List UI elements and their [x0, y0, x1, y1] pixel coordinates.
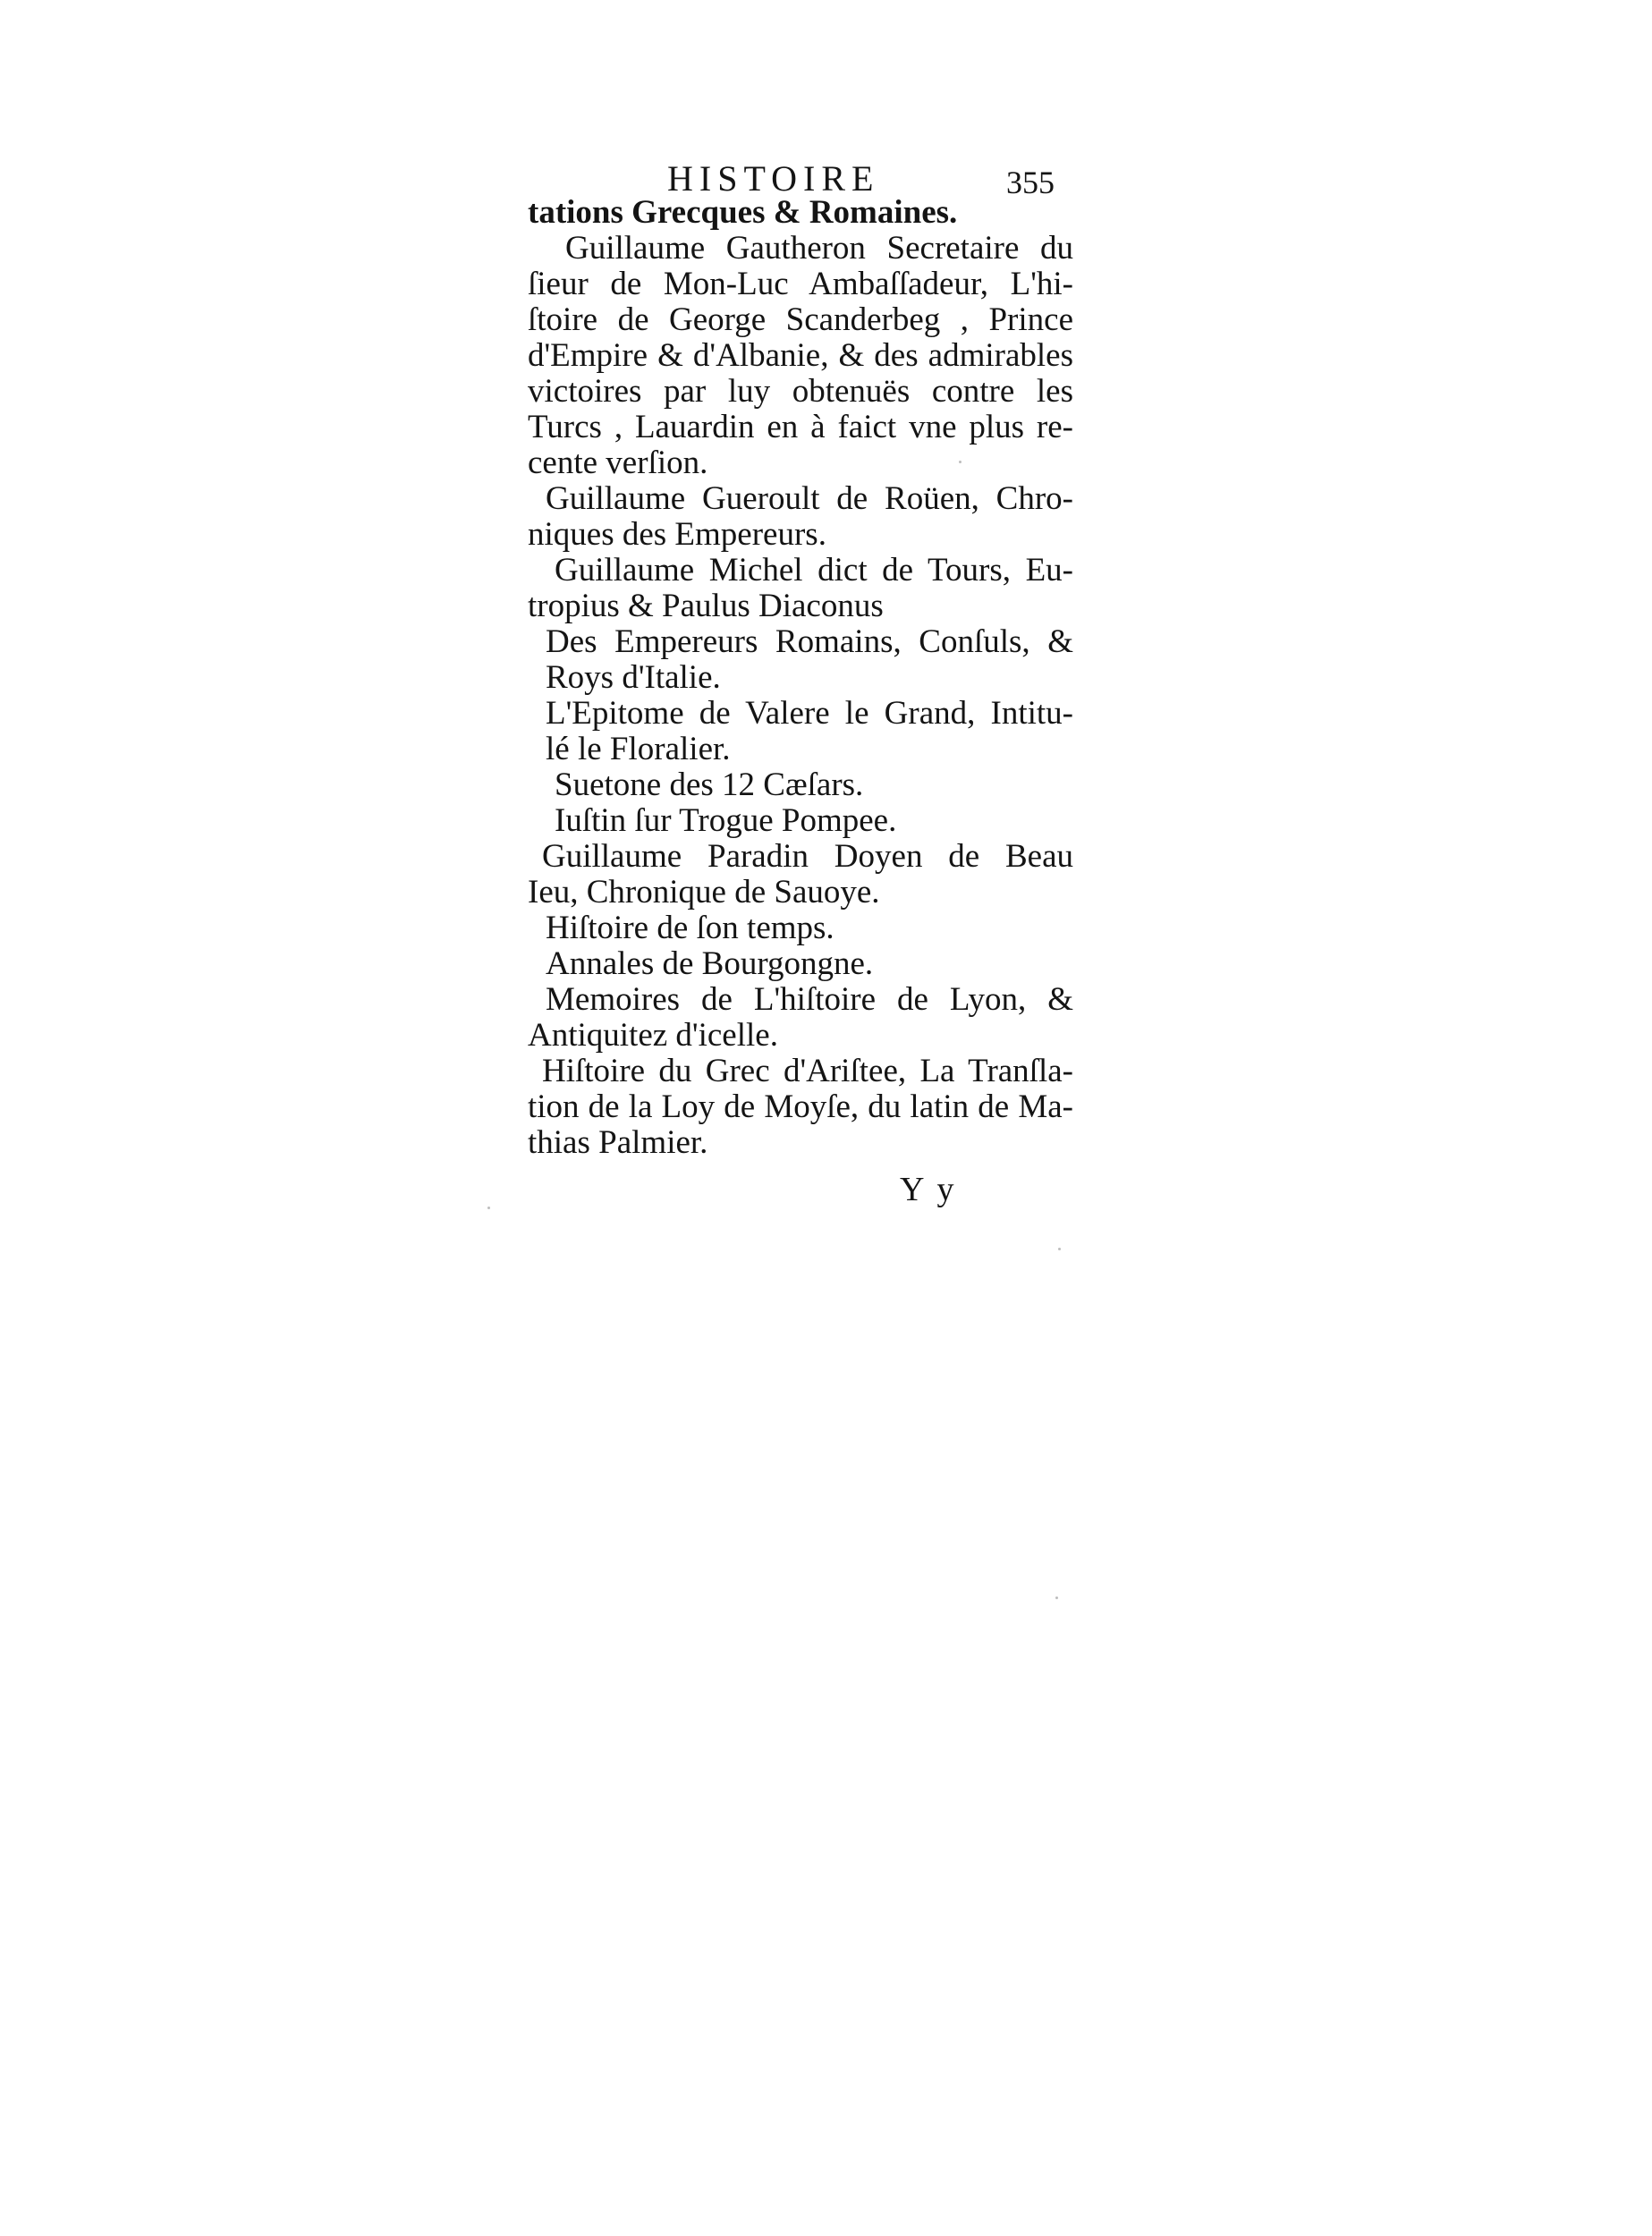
text-line: tropius & Paulus Diaconus [528, 588, 884, 624]
text-line: ſtoire de George Scanderbeg , Prince [528, 301, 1073, 338]
text-line: thias Palmier. [528, 1124, 708, 1161]
text-line: Hiſtoire du Grec d'Ariſtee, La Tranſla- [542, 1053, 1073, 1089]
print-speck [959, 461, 962, 463]
print-speck [487, 1207, 490, 1209]
text-line: victoires par luy obtenuës contre les [528, 373, 1073, 410]
text-line: Turcs , Lauardin en à faict vne plus re- [528, 409, 1073, 445]
text-line: Guillaume Gautheron Secretaire du [565, 230, 1073, 267]
text-line: Guillaume Gueroult de Roüen, Chro- [546, 480, 1073, 517]
text-line: Guillaume Michel dict de Tours, Eu- [555, 552, 1073, 589]
page-number: 355 [1006, 165, 1055, 200]
text-line: Annales de Bourgongne. [546, 945, 874, 982]
print-speck [1058, 1248, 1061, 1250]
text-line: Roys d'Italie. [546, 659, 721, 696]
text-line: Ieu, Chronique de Sauoye. [528, 874, 880, 910]
print-speck [1055, 1597, 1058, 1599]
text-line: lé le Floralier. [546, 731, 731, 767]
running-head: HISTOIRE [667, 158, 880, 199]
text-line: Memoires de L'hiſtoire de Lyon, & [546, 981, 1073, 1018]
text-line: Guillaume Paradin Doyen de Beau [542, 838, 1073, 875]
text-line: Hiſtoire de ſon temps. [546, 910, 834, 946]
text-line: Iuſtin ſur Trogue Pompee. [555, 802, 897, 839]
text-line: tations Grecques & Romaines. [528, 194, 958, 231]
text-column [528, 195, 1073, 1161]
signature-mark: Y y [900, 1171, 957, 1208]
text-line: cente verſion. [528, 445, 708, 481]
text-line: L'Epitome de Valere le Grand, Intitu- [546, 695, 1073, 732]
text-line: Antiquitez d'icelle. [528, 1017, 778, 1054]
text-line: Suetone des 12 Cæſars. [555, 767, 864, 803]
text-line: Des Empereurs Romains, Conſuls, & [546, 623, 1073, 660]
text-line: ſieur de Mon-Luc Ambaſſadeur, L'hi- [528, 266, 1073, 302]
text-line: d'Empire & d'Albanie, & des admirables [528, 337, 1073, 374]
text-line: niques des Empereurs. [528, 516, 826, 553]
text-line: tion de la Loy de Moyſe, du latin de Ma- [528, 1088, 1073, 1125]
